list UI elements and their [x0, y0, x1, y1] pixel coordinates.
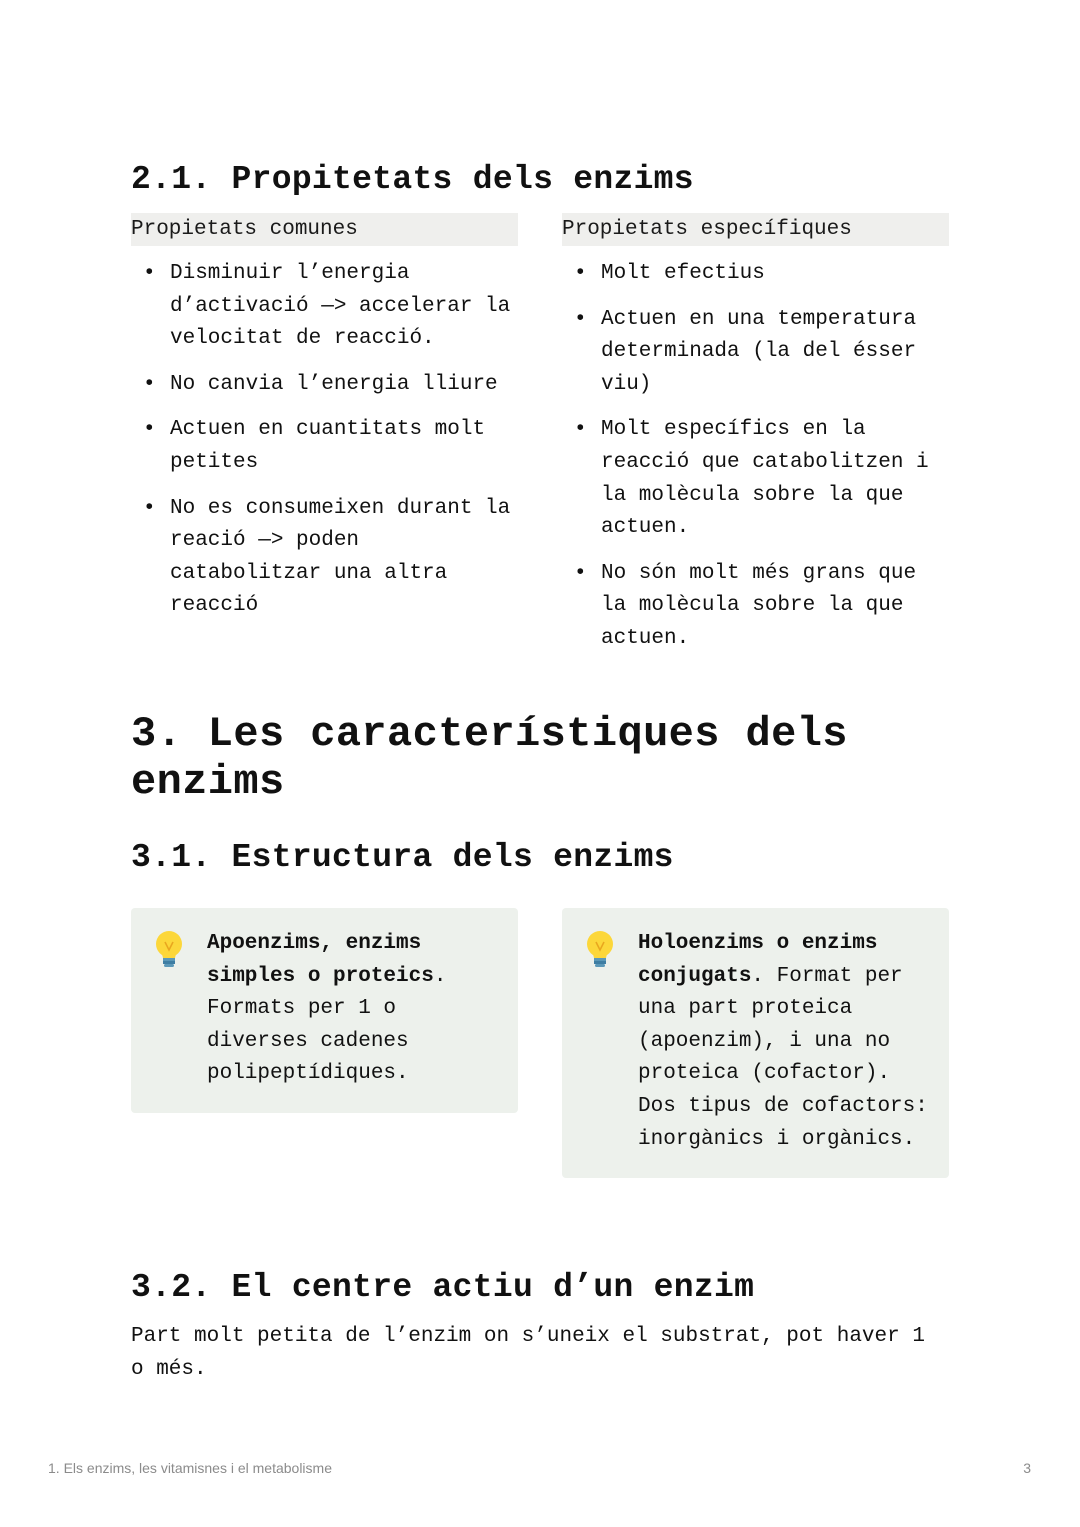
- heading-2-1: 2.1. Propitetats dels enzims: [131, 161, 694, 198]
- column-header-common: Propietats comunes: [131, 213, 518, 246]
- list-item: • No són molt més grans que la molècula sobre la que actuen.: [562, 558, 949, 656]
- footer-document-title: 1. Els enzims, les vitamisnes i el metabolisme: [48, 1460, 332, 1476]
- properties-columns: [131, 213, 949, 669]
- column-header-specific: Propietats específiques: [562, 213, 949, 246]
- callout-text: Holoenzims o enzims conjugats. Format per una part proteica (apoenzim), i una no proteica (cofactor). Dos tipus de cofactors: inorgànics i orgànics.: [638, 932, 928, 1151]
- bullet-icon: •: [574, 561, 587, 585]
- list-item: • Disminuir l’energia d’activació —> accelerar la velocitat de reacció.: [131, 258, 518, 356]
- list-item: • No es consumeixen durant la reació —> poden catabolitzar una altra reacció: [131, 493, 518, 623]
- column-common-properties: [131, 213, 518, 669]
- lightbulb-icon: [151, 928, 207, 1091]
- bullet-icon: •: [574, 418, 587, 442]
- callout-text: Apoenzims, enzims simples o proteics. Formats per 1 o diverses cadenes polipeptídiques.: [207, 932, 447, 1086]
- lightbulb-icon: [582, 928, 638, 1156]
- heading-3-2: 3.2. El centre actiu d’un enzim: [131, 1269, 755, 1306]
- bullet-icon: •: [574, 262, 587, 285]
- active-site-paragraph: Part molt petita de l’enzim on s’uneix el substrat, pot haver 1 o més.: [131, 1325, 925, 1381]
- callout-apoenzims: [131, 908, 518, 1113]
- bullet-icon: •: [574, 307, 587, 331]
- heading-3: 3. Les característiques dels enzims: [131, 710, 848, 806]
- specific-properties-list: [562, 258, 949, 656]
- list-item: • Actuen en cuantitats molt petites: [131, 414, 518, 479]
- heading-3-1: 3.1. Estructura dels enzims: [131, 839, 674, 876]
- bullet-icon: •: [143, 418, 156, 442]
- bullet-icon: •: [143, 262, 156, 285]
- footer-page-number: 3: [1023, 1460, 1031, 1476]
- list-item: • Molt específics en la reacció que catabolitzen i la molècula sobre la que actuen.: [562, 414, 949, 544]
- list-item: • Actuen en una temperatura determinada (la del ésser viu): [562, 304, 949, 402]
- structure-callouts: [131, 908, 949, 1178]
- bullet-icon: •: [143, 496, 156, 520]
- column-specific-properties: [562, 213, 949, 669]
- callout-holoenzims: [562, 908, 949, 1178]
- list-item: • No canvia l’energia lliure: [131, 369, 518, 402]
- common-properties-list: [131, 258, 518, 623]
- bullet-icon: •: [143, 372, 156, 396]
- list-item: • Molt efectius: [562, 258, 949, 291]
